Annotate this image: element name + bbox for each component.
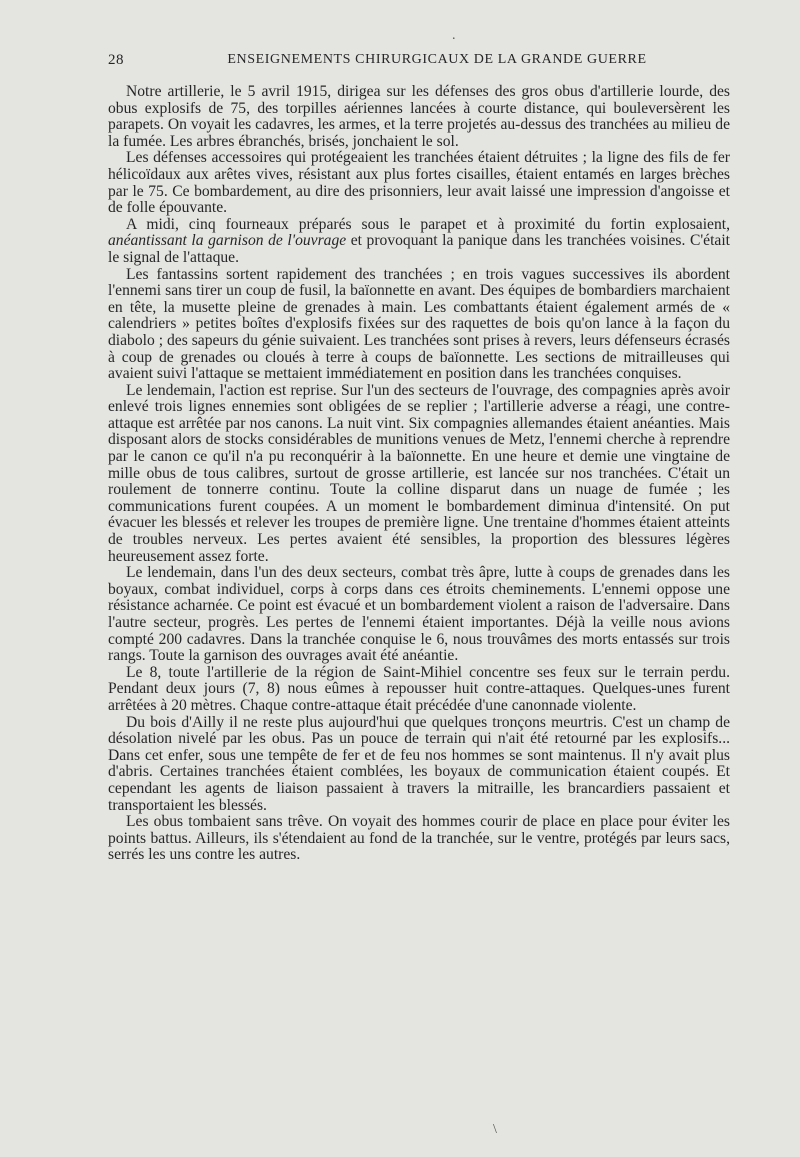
- paragraph-3-start: A midi, cinq fourneaux préparés sous le parapet et à proximité du fortin explosaient,: [126, 215, 730, 233]
- paragraph-3: [108, 217, 730, 267]
- running-title: ENSEIGNEMENTS CHIRURGICAUX DE LA GRANDE GUERRE: [227, 52, 647, 67]
- pencil-mark: \: [493, 1122, 497, 1137]
- ink-speck: .: [452, 28, 456, 43]
- paragraph-6: Le lendemain, dans l'un des deux secteurs, combat très âpre, lutte à coups de grenades dans les boyaux, combat individuel, corps à corps dans ces étroits cheminements. L'ennemi oppose une résistance acharnée. Ce point est évacué et un bombardement violent a raison de l'adversaire. Dans l'autre secteur, progrès. Les pertes de l'ennemi étaient importantes. Déjà la veille nous avions compté 200 cadavres. Dans la tranchée conquise le 6, nous trouvâmes des morts entassés sur trois rangs. Toute la garnison des ouvrages avait été anéantie.: [108, 564, 730, 665]
- paragraph-3-emphasis: anéantissant la garnison de l'ouvrage: [108, 232, 347, 250]
- page-header: [108, 52, 730, 76]
- paragraph-9: Les obus tombaient sans trêve. On voyait des hommes courir de place en place pour éviter les points battus. Ailleurs, ils s'étendaient au fond de la tranchée, sur le ventre, protégés par leurs sacs, serrés les uns contre les autres.: [108, 813, 730, 864]
- paragraph-7: Le 8, toute l'artillerie de la région de Saint-Mihiel concentre ses feux sur le terrain perdu. Pendant deux jours (7, 8) nous eûmes à repousser huit contre-attaques. Quelques-unes furent arrêtées à 20 mètres. Chaque contre-attaque était précédée d'une canonnade violente.: [108, 663, 730, 714]
- page-number: 28: [108, 52, 124, 68]
- paragraph-1: Notre artillerie, le 5 avril 1915, dirigea sur les défenses des gros obus d'artillerie lourde, des obus explosifs de 75, des torpilles aériennes lancées à courte distance, qui bouleversèrent les parapets. On voyait les cadavres, les armes, et la terre projetés au-dessus des tranchées au milieu de la fumée. Les arbres ébranchés, brisés, jonchaient le sol.: [108, 83, 730, 150]
- body-text: [108, 84, 730, 864]
- paragraph-8: Du bois d'Ailly il ne reste plus aujourd'hui que quelques tronçons meurtris. C'est un champ de désolation nivelé par les obus. Pas un pouce de terrain qui n'ait été retourné par les explosifs... Dans cet enfer, sous une tempête de fer et de feu nos hommes se sont maintenus. Il n'y avait plus d'abris. Certaines tranchées étaient comblées, les boyaux de communication étaient coupés. Et cependant les agents de liaison passaient à travers la mitraille, les brancardiers passaient et transportaient les blessés.: [108, 713, 730, 814]
- paragraph-3-end: et provoquant la panique dans les tranchées voisines. C'était le signal de l'attaque.: [108, 232, 730, 266]
- paragraph-5: Le lendemain, l'action est reprise. Sur l'un des secteurs de l'ouvrage, des compagnies après avoir enlevé trois lignes ennemies sont obligées de se replier ; l'artillerie adverse a réagi, une contre-attaque est arrêtée par nos canons. La nuit vint. Six compagnies allemandes étaient anéanties. Mais disposant alors de stocks considérables de munitions venues de Metz, l'ennemi cherche à reprendre par le canon ce qu'il n'a pu reconquérir à la baïonnette. En une heure et demie une vingtaine de mille obus de tous calibres, surtout de grosse artillerie, est lancée sur nos tranchées. C'était un roulement de tonnerre continu. Toute la colline disparut dans un nuage de fumée ; les communications furent coupées. A un moment le bombardement diminua d'intensité. On put évacuer les blessés et relever les troupes de première ligne. Une trentaine d'hommes étaient atteints de troubles nerveux. Les pertes avaient été sensibles, la proportion des blessures légères heureusement assez forte.: [108, 381, 730, 565]
- paragraph-4: Les fantassins sortent rapidement des tranchées ; en trois vagues successives ils abordent l'ennemi sans tirer un coup de fusil, la baïonnette en avant. Des équipes de bombardiers marchaient en tête, la musette pleine de grenades à main. Les combattants étaient également armés de « calendriers » petites boîtes d'explosifs fixées sur des raquettes de bois qu'on lance à la façon du diabolo ; des sapeurs du génie suivaient. Les tranchées sont prises à revers, leurs défenseurs écrasés à coup de grenades ou cloués à terre à coups de baïonnette. Les sections de mitrailleuses qui avaient suivi l'attaque se mettaient immédiatement en position dans les tranchées conquises.: [108, 265, 730, 383]
- paragraph-2: Les défenses accessoires qui protégeaient les tranchées étaient détruites ; la ligne des fils de fer hélicoïdaux aux arêtes vives, résistant aux plus fortes cisailles, étaient entamés en larges brèches par le 75. Ce bombardement, au dire des prisonniers, leur avait laissé une impression d'angoisse et de folle épouvante.: [108, 149, 730, 217]
